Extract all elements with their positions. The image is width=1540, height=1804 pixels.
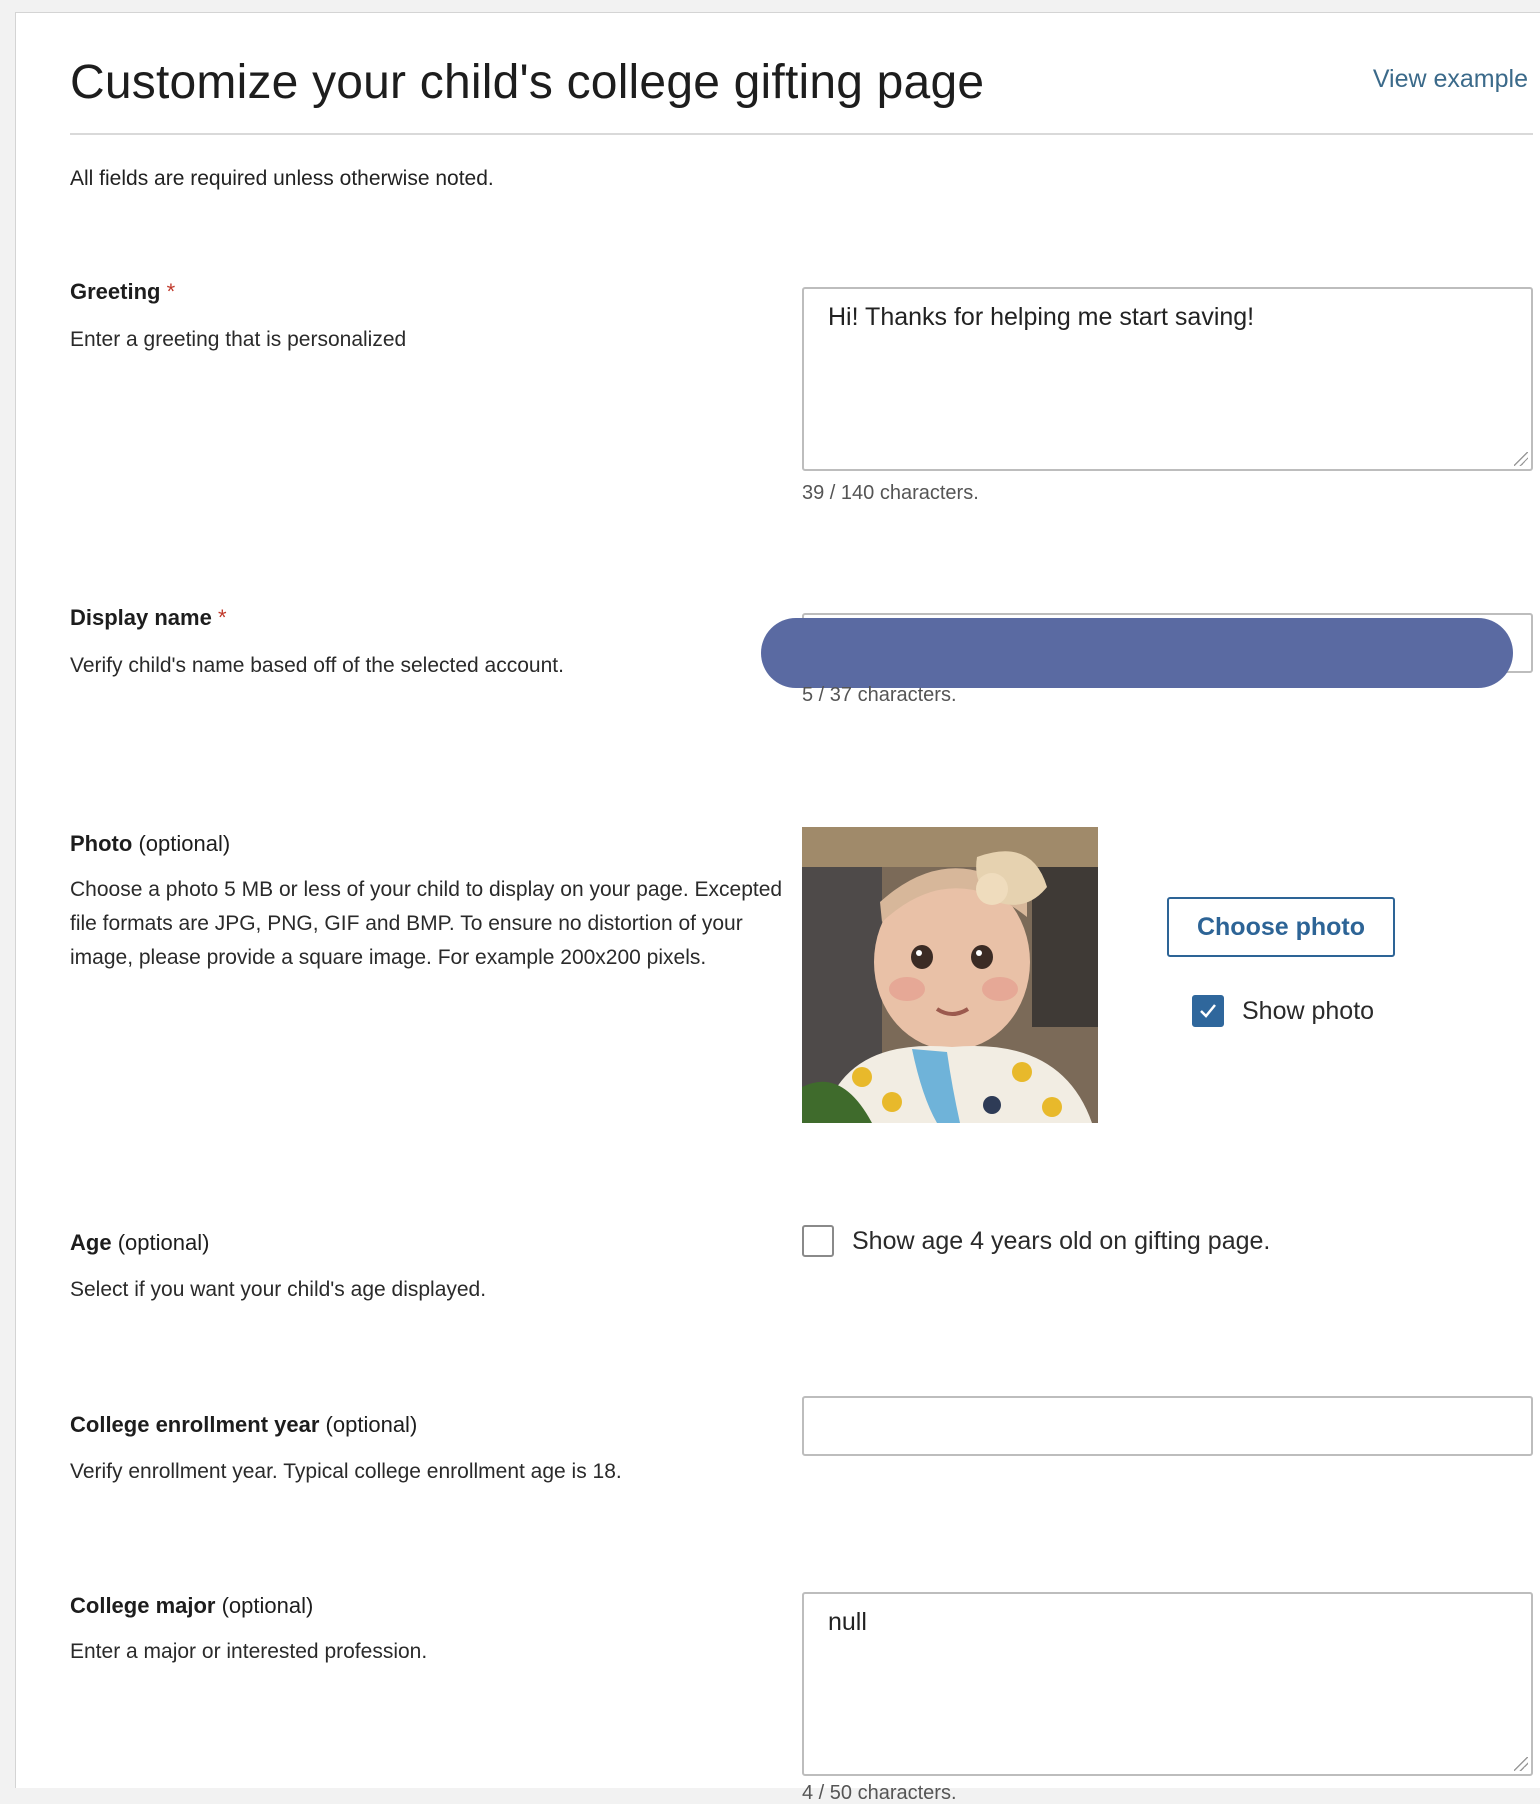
- optional-tag: (optional): [221, 1593, 314, 1618]
- college-major-char-counter: 4 / 50 characters.: [802, 1782, 957, 1804]
- redaction-overlay: [761, 618, 1513, 688]
- required-asterisk: *: [217, 605, 227, 630]
- show-age-checkbox[interactable]: [802, 1225, 834, 1257]
- photo-label-text: Photo: [70, 831, 133, 856]
- college-major-label: [70, 1593, 313, 1619]
- checkmark-icon: [1197, 1000, 1219, 1022]
- choose-photo-button[interactable]: Choose photo: [1167, 897, 1395, 957]
- enrollment-year-input[interactable]: [802, 1396, 1533, 1456]
- view-example-link[interactable]: View example: [1372, 65, 1528, 93]
- greeting-value: Hi! Thanks for helping me start saving!: [828, 303, 1255, 331]
- required-asterisk: *: [166, 279, 176, 304]
- child-photo-image: [802, 827, 1098, 1123]
- photo-label: [70, 831, 230, 857]
- enrollment-year-label-text: College enrollment year: [70, 1412, 320, 1437]
- display-name-char-counter: 5 / 37 characters.: [802, 684, 957, 706]
- child-photo: [802, 827, 1098, 1123]
- title-divider: [70, 133, 1533, 135]
- display-name-label-text: Display name: [70, 605, 212, 630]
- college-major-value: null: [828, 1608, 867, 1636]
- required-fields-note: All fields are required unless otherwise noted.: [70, 167, 494, 190]
- optional-tag: (optional): [117, 1230, 210, 1255]
- greeting-label: [70, 279, 175, 305]
- resize-handle-icon[interactable]: [1514, 452, 1528, 466]
- page-title: Customize your child's college gifting page: [70, 56, 985, 109]
- age-label-text: Age: [70, 1230, 112, 1255]
- resize-handle-icon[interactable]: [1514, 1757, 1528, 1771]
- college-major-label-text: College major: [70, 1593, 216, 1618]
- photo-help: Choose a photo 5 MB or less of your child to display on your page. Excepted file formats are JPG, PNG, GIF and BMP. To ensure no distortion of your image, please provide a square image. For example 200x200 pixels.: [70, 878, 783, 969]
- show-age-label: Show age 4 years old on gifting page.: [852, 1226, 1271, 1255]
- optional-tag: (optional): [325, 1412, 418, 1437]
- age-label: [70, 1230, 209, 1256]
- gifting-page-form: [15, 12, 1540, 1804]
- optional-tag: (optional): [138, 831, 231, 856]
- college-major-textarea[interactable]: [802, 1592, 1533, 1776]
- display-name-label: [70, 605, 227, 631]
- show-photo-checkbox[interactable]: [1192, 995, 1224, 1027]
- greeting-char-counter: 39 / 140 characters.: [802, 482, 979, 504]
- enrollment-year-label: [70, 1412, 417, 1438]
- show-photo-label: Show photo: [1242, 996, 1375, 1025]
- greeting-help: Enter a greeting that is personalized: [70, 328, 407, 351]
- show-age-option[interactable]: [802, 1225, 1270, 1257]
- greeting-textarea[interactable]: [802, 287, 1533, 471]
- show-photo-option[interactable]: [1192, 995, 1374, 1027]
- enrollment-year-help: Verify enrollment year. Typical college enrollment age is 18.: [70, 1460, 622, 1483]
- greeting-label-text: Greeting: [70, 279, 161, 304]
- display-name-help: Verify child's name based off of the selected account.: [70, 654, 564, 677]
- college-major-help: Enter a major or interested profession.: [70, 1640, 428, 1663]
- age-help: Select if you want your child's age displayed.: [70, 1278, 487, 1301]
